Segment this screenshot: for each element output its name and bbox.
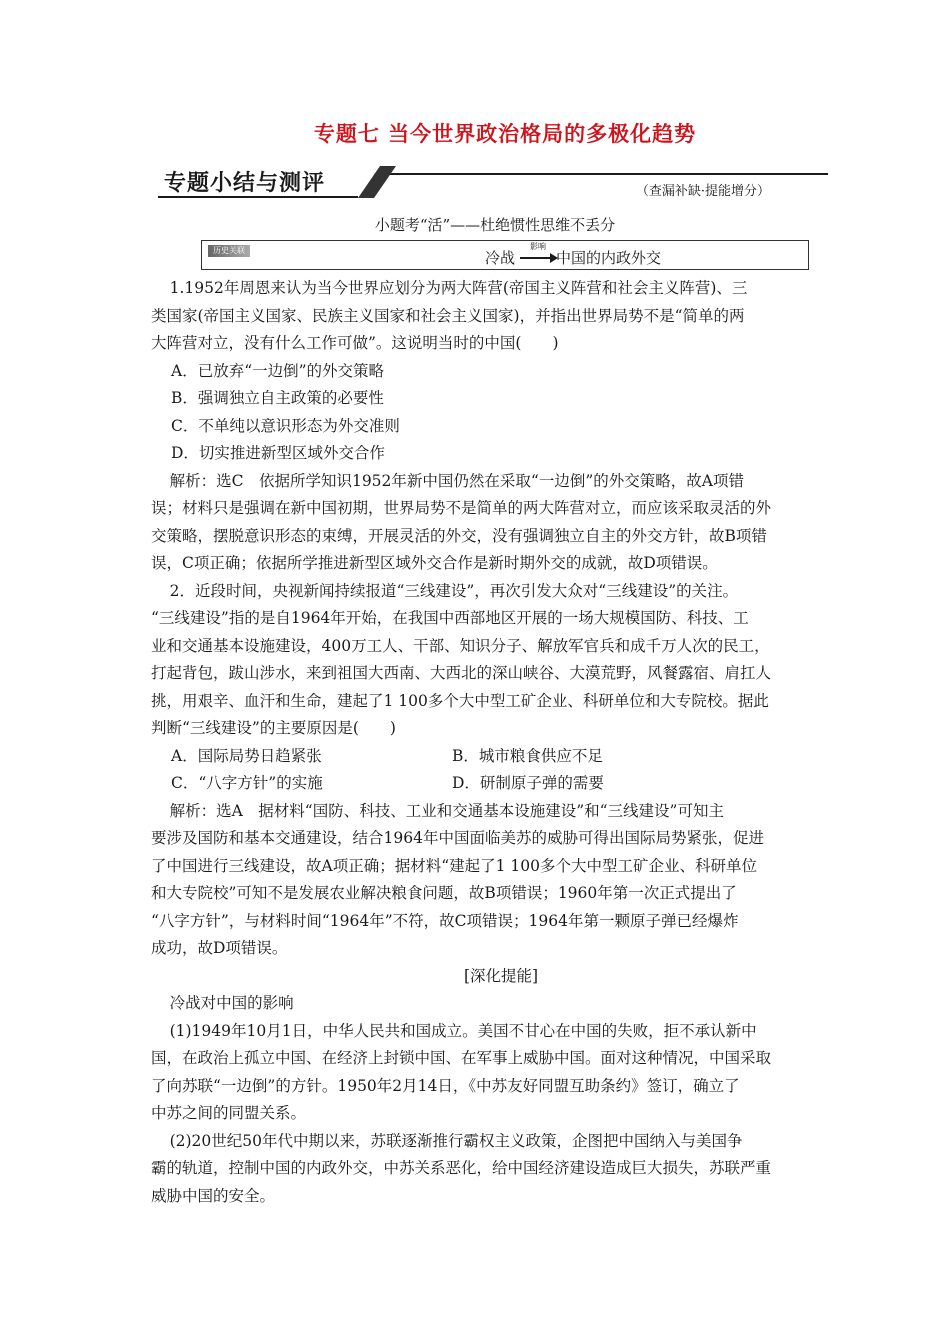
q2-option-c: C．“八字方针”的实施	[171, 774, 323, 792]
topic-arrow-label: 影响	[530, 242, 546, 251]
q2-stem-line: 挑，用艰辛、血汗和生命，建起了1 100多个大中型工矿企业、科研单位和大专院校。据此	[151, 691, 769, 710]
topic-tag: 历史关联	[208, 245, 250, 257]
q2-analysis-line: “八字方针”，与材料时间“1964年”不符，故C项错误；1964年第一颗原子弹已经爆炸	[151, 911, 739, 930]
topic-right: 中国的内政外交	[556, 249, 662, 267]
q2-analysis-line: 解析：选A 据材料“国防、科技、工业和交通基本设施建设”和“三线建设”可知主	[169, 801, 724, 820]
deepen-p1-line: 国，在政治上孤立中国、在经济上封锁中国、在军事上威胁中国。面对这种情况，中国采取	[151, 1049, 772, 1067]
q2-option-row	[151, 743, 811, 771]
banner-subtitle: （查漏补缺·提能增分）	[635, 184, 770, 199]
topic-box	[201, 240, 809, 270]
section-heading: 小题考“活”——杜绝惯性思维不丢分	[374, 216, 616, 234]
deepen-heading: [深化提能]	[463, 966, 539, 985]
q2-analysis-line: 和大专院校”可知不是发展农业解决粮食问题，故B项错误；1960年第一次正式提出了	[151, 884, 737, 902]
q1-option-c: C．不单纯以意识形态为外交准则	[171, 416, 400, 435]
banner-main	[158, 166, 398, 198]
q2-option-b: B．城市粮食供应不足	[452, 746, 603, 765]
q1-analysis-line: 交策略，摆脱意识形态的束缚，开展灵活的外交，没有强调独立自主的外交方针，故B项错	[151, 526, 767, 545]
page-title: 专题七 当今世界政治格局的多极化趋势	[313, 122, 697, 146]
deepen-p1-line: (1)1949年10月1日，中华人民共和国成立。美国不甘心在中国的失败，拒不承认新中	[169, 1021, 757, 1040]
deepen-p2-line: 威胁中国的安全。	[151, 1186, 276, 1205]
q1-stem-line: 类国家(帝国主义国家、民族主义国家和社会主义国家)，并指出世界局势不是“简单的两	[151, 306, 745, 325]
deepen-p1-line: 中苏之间的同盟关系。	[151, 1104, 307, 1122]
q1-stem-line: 大阵营对立，没有什么工作可做”。这说明当时的中国( )	[151, 334, 559, 352]
q1-stem-line: 1.1952年周恩来认为当今世界应划分为两大阵营(帝国主义阵营和社会主义阵营)、三	[169, 279, 748, 297]
q2-stem-line: 2．近段时间，央视新闻持续报道“三线建设”，再次引发大众对“三线建设”的关注。	[169, 581, 739, 600]
q1-option-d: D．切实推进新型区域外交合作	[171, 444, 385, 462]
q1-option-b: B．强调独立自主政策的必要性	[171, 389, 384, 407]
q1-analysis-line: 误；材料只是强调在新中国初期，世界局势不是简单的两大阵营对立，而应该采取灵活的外	[151, 499, 772, 517]
deepen-subheading: 冷战对中国的影响	[169, 994, 294, 1012]
q2-option-row	[151, 770, 811, 798]
q2-stem-line: 业和交通基本设施建设，400万工人、干部、知识分子、解放军官兵和成千万人次的民工，	[151, 636, 770, 655]
topic-left: 冷战	[485, 249, 516, 267]
q1-analysis-line: 解析：选C 依据所学知识1952年新中国仍然在采取“一边倒”的外交策略，故A项错	[169, 471, 744, 490]
q2-analysis-line: 成功，故D项错误。	[151, 939, 288, 957]
q2-stem-line: “三线建设”指的是自1964年开始，在我国中西部地区开展的一场大规模国防、科技、工	[151, 609, 749, 627]
q2-stem-line: 判断“三线建设”的主要原因是( )	[151, 719, 396, 737]
q2-analysis-line: 了中国进行三线建设，故A项正确；据材料“建起了1 100多个大中型工矿企业、科研单位	[151, 856, 757, 875]
deepen-p2-line: (2)20世纪50年代中期以来，苏联逐渐推行霸权主义政策，企图把中国纳入与美国争	[169, 1131, 743, 1150]
q1-option-a: A．已放弃“一边倒”的外交策略	[171, 361, 385, 380]
deepen-p1-line: 了向苏联“一边倒”的方针。1950年2月14日，《中苏友好同盟互助条约》签订，确立了	[151, 1076, 740, 1095]
q2-stem-line: 打起背包，跋山涉水，来到祖国大西南、大西北的深山峡谷、大漠荒野，风餐露宿、肩扛人	[151, 664, 772, 682]
q1-analysis-line: 误，C项正确；依据所学推进新型区域外交合作是新时期外交的成就，故D项错误。	[151, 554, 718, 572]
section-banner	[158, 166, 828, 202]
banner-rule	[368, 173, 828, 175]
q2-option-a: A．国际局势日趋紧张	[171, 746, 322, 765]
arrow-right-icon	[520, 244, 558, 266]
q2-option-d: D．研制原子弹的需要	[452, 774, 604, 792]
deepen-p2-line: 霸的轨道，控制中国的内政外交，中苏关系恶化，给中国经济建设造成巨大损失，苏联严重	[151, 1159, 772, 1177]
content	[151, 275, 811, 1210]
banner-title: 专题小结与测评	[164, 171, 326, 196]
q2-analysis-line: 要涉及国防和基本交通建设，结合1964年中国面临美苏的威胁可得出国际局势紧张，促进	[151, 829, 764, 847]
